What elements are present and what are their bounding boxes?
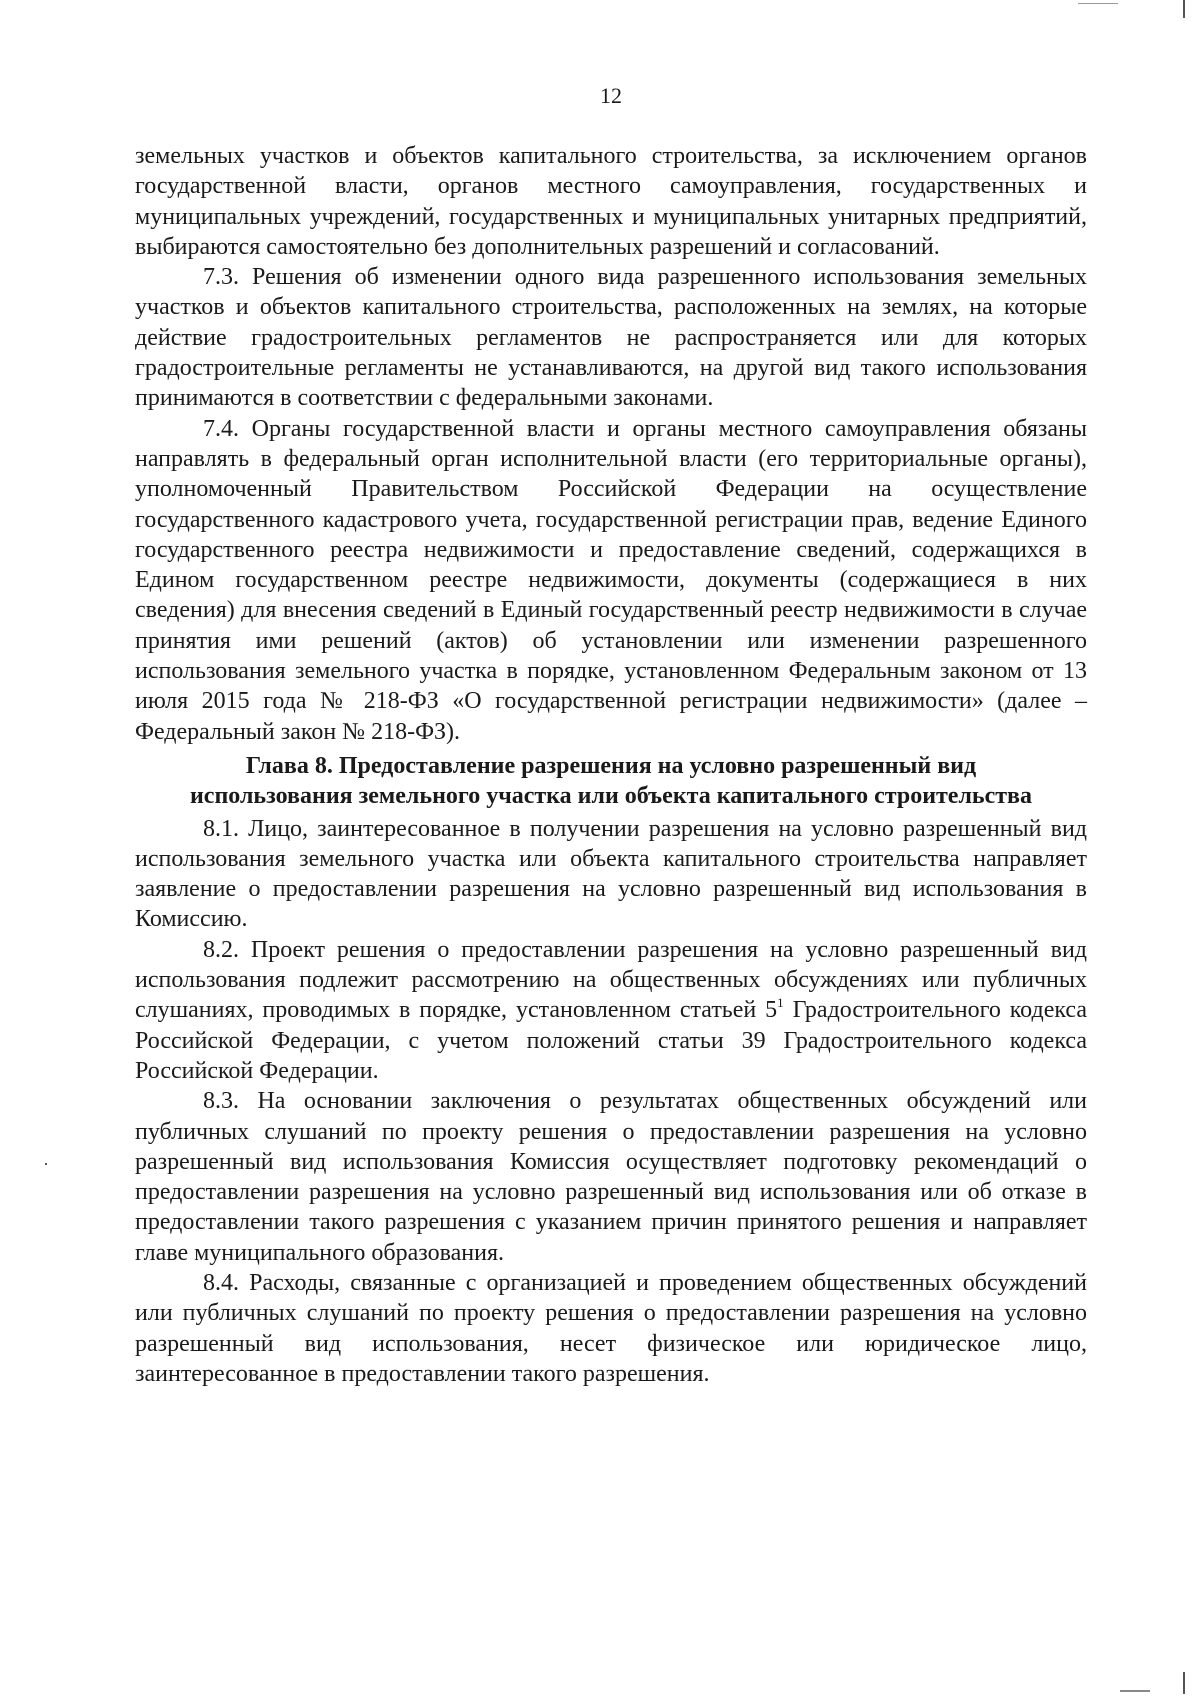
page-number: 12 — [600, 83, 622, 108]
paragraph-7-3: 7.3. Решения об изменении одного вида разрешенного использования земельных участков и объектов капитального строительства, расположенных на землях, на которые действие градостроительных регламентов не распространяется или для которых градостроительные регламенты не устанавливаются, на другой вид такого использования принимаются в соответствии с федеральными законами. — [135, 264, 1087, 412]
paragraph-8-4: 8.4. Расходы, связанные с организацией и проведением общественных обсуждений или публичных слушаний по проекту решения о предоставлении разрешения на условно разрешенный вид использования, несет физическое или юридическое лицо, заинтересованное в предоставлении такого разрешения. — [135, 1269, 1087, 1387]
superscript-marker: 1 — [777, 995, 784, 1011]
paragraph-8-3: 8.3. На основании заключения о результатах общественных обсуждений или публичных слушаний по проекту решения о предоставлении разрешения на условно разрешенный вид использования Комиссия осуществляет подготовку рекомендаций о предоставлении разрешения на условно разрешенный вид использования или об отказе в предоставлении такого разрешения с указанием причин принятого решения и направляет главе муниципального образования. — [135, 1088, 1087, 1266]
chapter-heading — [135, 751, 1087, 812]
scan-speck-left — [45, 1163, 47, 1165]
scan-edge-mark-top-right — [1183, 0, 1185, 18]
paragraph-8-1: 8.1. Лицо, заинтересованное в получении разрешения на условно разрешенный вид использования земельного участка или объекта капитального строительства направляет заявление о предоставлении разрешения на условно разрешенный вид использования в Комиссию. — [135, 815, 1087, 933]
paragraph-8-2-text-start: 8.2. Проект решения о предоставлении разрешения на условно разрешенный вид использования подлежит рассмотрению на общественных обсуждениях или публичных слушаниях, проводимых в порядке, установленном статьей 5 — [135, 936, 1087, 1024]
scan-edge-mark-bottom-right — [1183, 1672, 1185, 1694]
paragraph-7-2-continuation: земельных участков и объектов капитального строительства, за исключением органов государственной власти, органов местного самоуправления, государственных и муниципальных учреждений, государственных и муниципальных унитарных предприятий, выбираются самостоятельно без дополнительных разрешений и согласований. — [135, 143, 1087, 260]
chapter-heading-line-1: Глава 8. Предоставление разрешения на условно разрешенный вид — [245, 752, 977, 779]
paragraph-8-2-text-end: Градостроительного кодекса Российской Федерации, с учетом положений статьи 39 Градостроительного кодекса Российской Федерации. — [135, 997, 1087, 1084]
paragraph-7-4: 7.4. Органы государственной власти и органы местного самоуправления обязаны направлять в федеральный орган исполнительной власти (его территориальные органы), уполномоченный Правительством Российской Федерации на осуществление государственного кадастрового учета, государственной регистрации прав, ведение Единого государственного реестра недвижимости и предоставление сведений, содержащихся в Едином государственном реестре недвижимости, документы (содержащиеся в них сведения) для внесения сведений в Единый государственный реестр недвижимости в случае принятия ими решений (актов) об установлении или изменении разрешенного использования земельного участка в порядке, установленном Федеральным законом от 13 июля 2015 года № 218-ФЗ «О государственной регистрации недвижимости» (далее – Федеральный закон № 218-ФЗ). — [135, 415, 1087, 745]
paragraph-8-2 — [135, 935, 1087, 1086]
scan-edge-mark-bottom-dots — [1120, 1690, 1150, 1692]
chapter-heading-line-2: использования земельного участка или объекта капитального строительства — [189, 783, 1033, 810]
scan-edge-mark-top-dots — [1078, 3, 1118, 4]
document-body — [135, 141, 1087, 1389]
